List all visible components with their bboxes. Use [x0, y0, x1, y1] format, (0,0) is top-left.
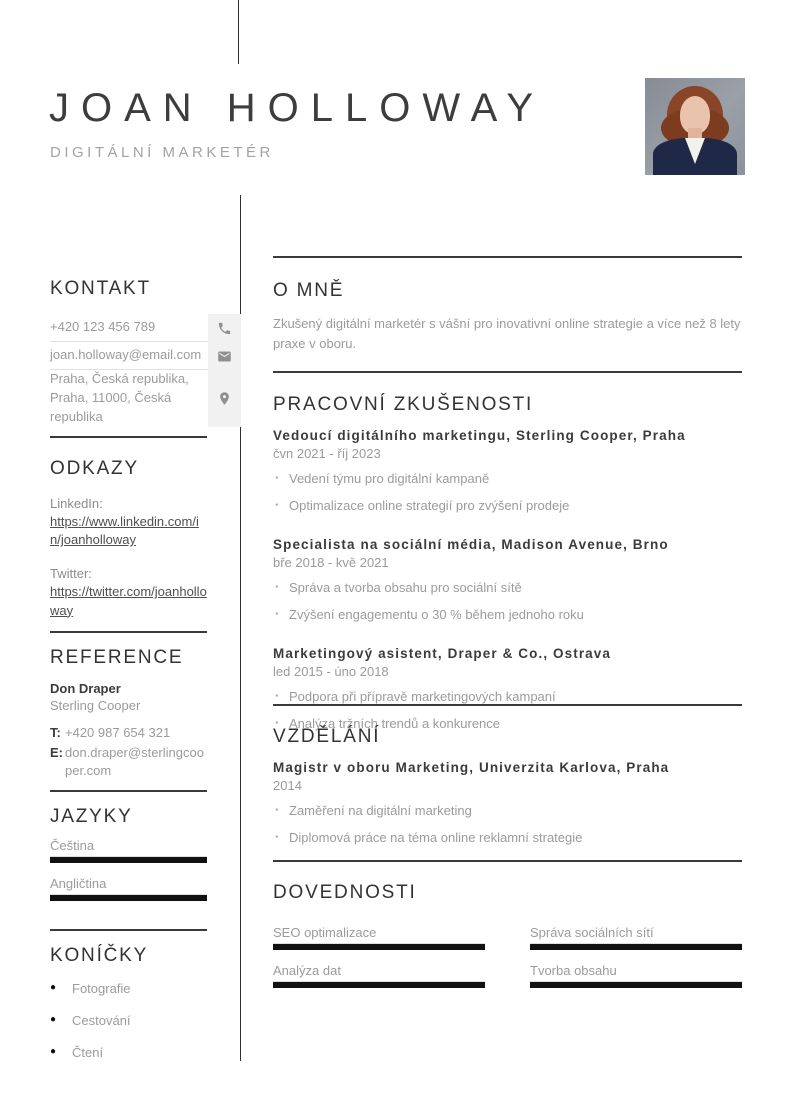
reference-email: don.draper@sterlingcooper.com [65, 745, 204, 779]
section-rule [273, 371, 742, 373]
phone-icon [208, 314, 241, 342]
degree-bullet-list [273, 802, 742, 846]
job-dates: led 2015 - úno 2018 [273, 664, 389, 680]
section-rule [50, 929, 207, 931]
section-rule [50, 631, 207, 633]
contact-row-email [50, 342, 241, 370]
skill-level-bar [273, 982, 485, 988]
hobby-item: ● Cestování [50, 1013, 207, 1028]
contact-email: joan.holloway@email.com [50, 342, 208, 370]
skill-name: SEO optimalizace [273, 925, 485, 944]
about-text: Zkušený digitální marketér s vášní pro inovativní online strategie a více než 8 lety praxe v oboru. [273, 316, 741, 352]
contact-phone: +420 123 456 789 [50, 314, 208, 342]
section-heading-about: O MNĚ [273, 280, 345, 301]
hobby-item: ● Fotografie [50, 981, 207, 996]
experience-block [273, 428, 742, 755]
job-bullet-list [273, 470, 742, 514]
degree-dates: 2014 [273, 778, 302, 793]
section-rule [50, 790, 207, 792]
language-name: Čeština [50, 838, 207, 857]
contact-row-address [50, 370, 241, 427]
reference-email-row [50, 744, 207, 780]
job-entry [273, 537, 742, 623]
hobbies-block [50, 981, 207, 1077]
job-entry [273, 646, 742, 732]
section-heading-experience: PRACOVNÍ ZKUŠENOSTI [273, 394, 534, 415]
link-label: LinkedIn: [50, 496, 103, 511]
link-item-twitter [50, 566, 207, 619]
section-rule [273, 704, 742, 706]
contact-address-line2: Praha, 11000, Česká republika [50, 389, 172, 424]
skills-block [273, 925, 742, 1001]
degree-entry [273, 760, 742, 846]
job-bullet: · Správa a tvorba obsahu pro sociální sítě [273, 579, 742, 597]
job-title-subtitle: DIGITÁLNÍ MARKETÉR [50, 144, 274, 161]
job-entry [273, 428, 742, 514]
job-bullet-list [273, 579, 742, 623]
reference-phone-row [50, 724, 207, 742]
section-heading-skills: DOVEDNOSTI [273, 882, 417, 903]
job-bullet: · Zvýšení engagementu o 30 % během jednoho roku [273, 606, 742, 624]
links-block [50, 496, 207, 637]
skill-item [530, 963, 742, 988]
job-title: Vedoucí digitálního marketingu, Sterling Cooper, Praha [273, 428, 686, 443]
section-rule [50, 436, 207, 438]
link-label: Twitter: [50, 566, 92, 582]
linkedin-link[interactable]: https://www.linkedin.com/in/joanholloway [50, 514, 199, 548]
section-heading-reference: REFERENCE [50, 647, 184, 668]
contact-row-phone [50, 314, 241, 342]
job-title: Marketingový asistent, Draper & Co., Ostrava [273, 646, 611, 662]
profile-photo [645, 78, 745, 175]
envelope-icon [208, 342, 241, 370]
reference-email-label: E: [50, 745, 63, 761]
language-item [50, 838, 207, 863]
degree-bullet: · Zaměření na digitální marketing [273, 802, 742, 820]
job-bullet: · Podpora při přípravě marketingových kampaní [273, 688, 742, 706]
skill-name: Tvorba obsahu [530, 963, 742, 982]
section-heading-languages: JAZYKY [50, 806, 133, 827]
reference-block [50, 681, 207, 781]
skill-level-bar [530, 982, 742, 988]
twitter-link[interactable]: https://twitter.com/joanholloway [50, 584, 207, 618]
reference-phone-label: T: [50, 725, 61, 740]
language-level-bar [50, 895, 207, 901]
reference-phone: +420 987 654 321 [65, 725, 171, 740]
education-block [273, 760, 742, 869]
link-item-linkedin [50, 496, 207, 549]
job-title: Specialista na sociální média, Madison Avenue, Brno [273, 537, 669, 553]
degree-bullet: · Diplomová práce na téma online reklamní strategie [273, 829, 742, 847]
skill-item [273, 963, 485, 988]
job-bullet: · Analýza tržních trendů a konkurence [273, 715, 742, 733]
contact-address [50, 370, 208, 427]
job-bullet: · Vedení týmu pro digitální kampaně [273, 470, 742, 488]
skill-name: Správa sociálních sítí [530, 925, 742, 944]
section-rule [273, 256, 742, 258]
degree-title: Magistr v oboru Marketing, Univerzita Karlova, Praha [273, 760, 670, 775]
reference-name: Don Draper [50, 681, 121, 696]
page-title: JOAN HOLLOWAY [49, 86, 546, 130]
hobby-item: ● Čtení [50, 1045, 207, 1060]
map-pin-icon [208, 370, 241, 427]
languages-block [50, 838, 207, 914]
skill-level-bar [530, 944, 742, 950]
header-tick-line [238, 0, 239, 64]
language-level-bar [50, 857, 207, 863]
section-rule [273, 860, 742, 862]
section-heading-education: VZDĚLÁNÍ [273, 726, 381, 747]
section-heading-contact: KONTAKT [50, 278, 151, 299]
section-heading-hobbies: KONÍČKY [50, 945, 149, 966]
skill-item [530, 925, 742, 950]
section-heading-links: ODKAZY [50, 458, 139, 479]
skill-item [273, 925, 485, 950]
job-dates: bře 2018 - kvě 2021 [273, 555, 389, 571]
job-bullet: · Optimalizace online strategií pro zvýšení prodeje [273, 497, 742, 515]
contact-address-line1: Praha, Česká republika, [50, 371, 189, 386]
job-dates: čvn 2021 - říj 2023 [273, 446, 381, 461]
language-name: Angličtina [50, 876, 207, 895]
skill-level-bar [273, 944, 485, 950]
reference-company: Sterling Cooper [50, 698, 141, 713]
contact-block [50, 314, 241, 427]
language-item [50, 876, 207, 901]
skill-name: Analýza dat [273, 963, 485, 982]
